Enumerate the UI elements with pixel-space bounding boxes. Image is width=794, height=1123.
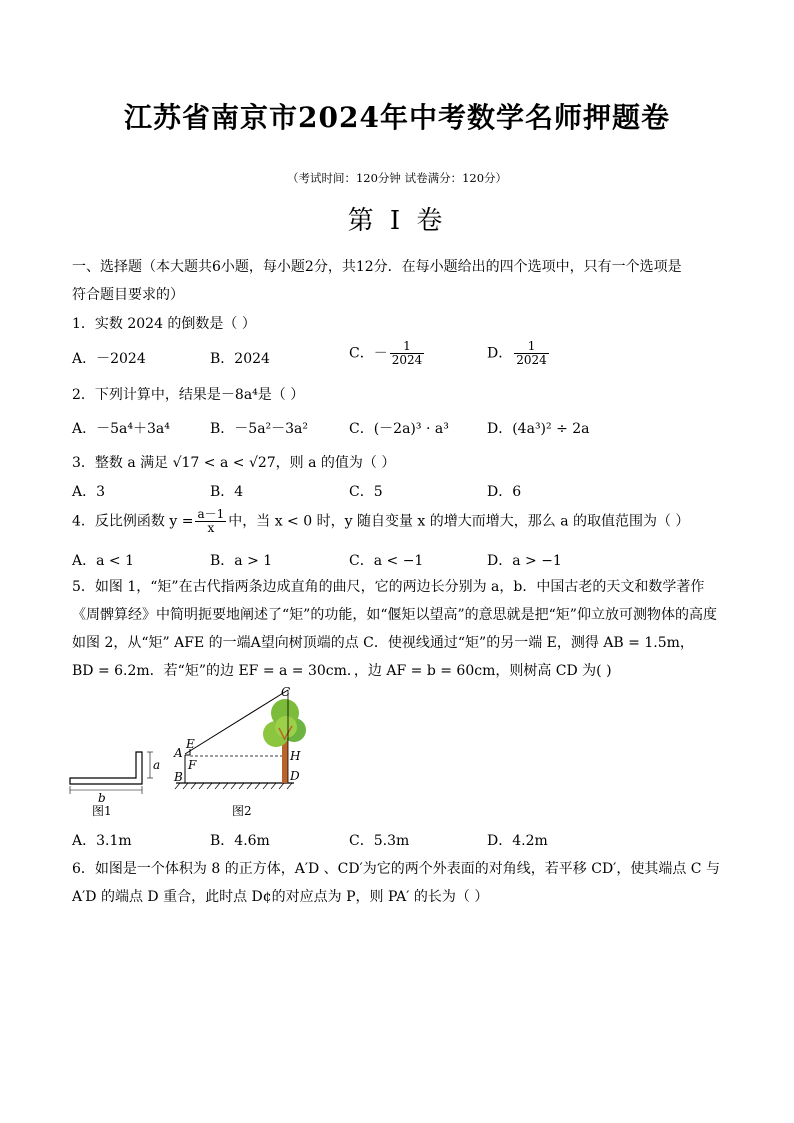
q4-option-c: C．a < −1 bbox=[349, 553, 424, 569]
q1-option-c-fraction bbox=[390, 340, 425, 367]
q2-option-d: D．(4a³)² ÷ 2a bbox=[487, 421, 590, 437]
q1-option-d-fraction bbox=[514, 340, 549, 367]
label-a: a bbox=[153, 758, 161, 772]
label-point-E: E bbox=[186, 737, 195, 751]
q4-stem-suffix: 中，当 x < 0 时，y 随自变量 x 的增大而增大，那么 a 的取值范围为（ ） bbox=[228, 513, 690, 530]
section-instruction-line1: 一、选择题（本大题共6小题，每小题2分，共12分．在每小题给出的四个选项中，只有一个选项是 bbox=[72, 259, 682, 275]
label-point-B: B bbox=[174, 770, 183, 784]
figure-1-caption: 图1 bbox=[92, 804, 112, 818]
q5-stem-line3: 如图 2，从“矩” AFE 的一端A望向树顶端的点 C．使视线通过“矩”的另一端 E，测得 AB = 1.5m， bbox=[72, 635, 694, 651]
figure-1-square bbox=[70, 752, 153, 794]
q1-option-d-prefix: D． bbox=[487, 345, 513, 362]
q3-option-a: A．3 bbox=[72, 484, 106, 500]
q1-stem: 1．实数 2024 的倒数是（ ） bbox=[72, 316, 256, 332]
q1-option-a: A．－2024 bbox=[72, 351, 146, 367]
q6-stem-line2: A′D 的端点 D 重合，此时点 D¢的对应点为 P，则 PA′ 的长为（ ） bbox=[72, 889, 489, 905]
q6-stem-line1: 6．如图是一个体积为 8 的正方体，A′D 、CD′为它的两个外表面的对角线，若平移 CD′，使其端点 C 与 bbox=[72, 861, 720, 877]
exam-info: （考试时间：120分钟 试卷满分：120分） bbox=[286, 171, 508, 185]
label-point-D: D bbox=[290, 769, 300, 783]
q5-stem-line4: BD = 6.2m．若“矩”的边 EF = a = 30cm．，边 AF = b = 60cm，则树高 CD 为( ) bbox=[72, 663, 612, 679]
q4-option-b: B．a > 1 bbox=[210, 553, 273, 569]
q5-stem-line1: 5．如图 1，“矩”在古代指两条边成直角的曲尺，它的两边长分别为 a，b．中国古老的天文和数学著作 bbox=[72, 579, 705, 595]
q5-option-a: A．3.1m bbox=[72, 833, 132, 849]
q1-option-c-numerator: 1 bbox=[390, 340, 425, 354]
q1-option-c-prefix: C．－ bbox=[349, 345, 388, 362]
volume-heading: 第 I 卷 bbox=[347, 206, 447, 236]
q4-stem bbox=[72, 508, 689, 535]
q4-fraction-denominator: x bbox=[207, 521, 215, 535]
q1-option-d bbox=[487, 340, 551, 367]
label-point-A: A bbox=[174, 746, 183, 760]
q1-option-c bbox=[349, 340, 426, 367]
tree-canopy-center bbox=[275, 716, 297, 738]
q2-option-a: A．－5a⁴＋3a⁴ bbox=[72, 421, 170, 437]
q4-fraction-numerator: a－1 bbox=[197, 507, 225, 521]
label-point-H: H bbox=[290, 749, 301, 763]
q1-option-c-denominator: 2024 bbox=[391, 353, 423, 367]
q2-option-b: B．－5a²－3a² bbox=[210, 421, 309, 437]
q3-option-b: B．4 bbox=[210, 484, 244, 500]
q3-option-c: C．5 bbox=[349, 484, 383, 500]
q5-option-b: B．4.6m bbox=[210, 833, 270, 849]
figure-2-caption: 图2 bbox=[232, 804, 252, 818]
q3-stem: 3．整数 a 满足 √17 < a < √27，则 a 的值为（ ） bbox=[72, 455, 396, 471]
section-instruction-line2: 符合题目要求的） bbox=[72, 287, 184, 303]
q4-option-a: A．a < 1 bbox=[72, 553, 134, 569]
q4-fraction bbox=[195, 508, 226, 535]
page-title: 江苏省南京市2024年中考数学名师押题卷 bbox=[124, 101, 670, 134]
q1-option-b: B．2024 bbox=[210, 351, 270, 367]
q5-option-d: D．4.2m bbox=[487, 833, 548, 849]
q4-option-d: D．a > −1 bbox=[487, 553, 562, 569]
q1-option-d-denominator: 2024 bbox=[516, 353, 547, 367]
label-b: b bbox=[98, 791, 106, 805]
label-point-F: F bbox=[188, 758, 197, 772]
q2-option-c: C．(－2a)³ · a³ bbox=[349, 421, 449, 437]
q1-option-d-numerator: 1 bbox=[514, 340, 549, 354]
q3-option-d: D．6 bbox=[487, 484, 522, 500]
q5-stem-line2: 《周髀算经》中简明扼要地阐述了“矩”的功能，如“偃矩以望高”的意思就是把“矩”仰立放可测物体的高度 bbox=[72, 607, 717, 623]
q2-stem: 2．下列计算中，结果是－8a⁴是（ ） bbox=[72, 387, 305, 403]
q4-stem-prefix: 4．反比例函数 y = bbox=[72, 513, 194, 530]
q5-option-c: C．5.3m bbox=[349, 833, 410, 849]
label-point-C: C bbox=[281, 685, 291, 699]
q5-figures bbox=[64, 680, 314, 825]
